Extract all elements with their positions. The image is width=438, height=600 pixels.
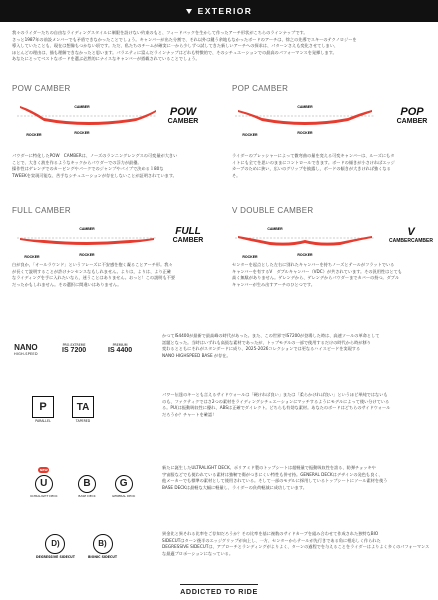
bionic-sidecut-badge: B) BIONIC SIDECUT bbox=[88, 534, 117, 559]
sidewall-feature-text: パワー伝達のキーとも言えるサイドウォールは「硬ければ良い」または「柔らかければ良い」というほど単純ではないも のも、ファクティクではさ2つの素材をライディングシチュエーションにマッチするようにモデルによって使い分けている る。PU(は振動吸収性に優れ、ABSは正確でダイレクト。どちらも有効な素材。あなたのボードはどちらのサイドウォール だろうか？チャートを確認！ bbox=[162, 392, 391, 417]
full-rocker-label: ROCKER bbox=[79, 253, 95, 257]
deck-feature-text: 新たに誕生したULTRALIGHT DECK。ポリアミド製のトップシートは超軽量で振動吸収性を誇る、防弾チョッキや 宇宙服などでも使われている素材は強靭で傷がつきにくい特性も併せ持。GENERAL DECKはデザインの発色も良く、 他メーカーでも標準の素材として使用されている。そして一部のモデルに採用しているトップシートにソール素材を使う BASE DECKは最軽な大幅に軽量し、ライダーの負荷軽減に成功しています。 bbox=[162, 465, 388, 490]
intro-line: あなたにとってベストなボードを選ぶ必然的にナイスなキャンバーが搭載されていることでしょう。 bbox=[12, 56, 200, 62]
is4400-badge: PREMIUM IS 4400 bbox=[108, 343, 133, 354]
ultralight-deck-badge: NEW U ULTRALIGHT DECK bbox=[30, 468, 58, 498]
is7200-badge: PRO-EXTREME IS 7200 bbox=[62, 343, 87, 354]
vdouble-rocker-label-2: ROCKER bbox=[242, 255, 258, 259]
vdouble-rocker-label: ROCKER bbox=[297, 253, 313, 257]
vdouble-camber-title: V DOUBLE CAMBER bbox=[232, 206, 314, 215]
intro-line: 導入していたことも、現在は想像もつかない頃です。ただ、私たちのチームが確実に一から少しずつ試してきた新しいアーチへの探求は、パターンさえも変化させてしまい、 bbox=[12, 43, 339, 49]
sidecut-feature-text: 異金比と異それる比率をご存知だろうか？その比率を基に複数のサイドカーブを組み合わせて作成された独特なBIO SIDECUTはターン後半のエッジグリップが向上し、一方、センターからテールが先行きである角に相応しく作られた DEGRESSIVE SIDECUTは、アプローチとランディングがよりよく、ターンの過程でを与えることをライダーはよりよく多くのパフォーマンス な最適プロポーションになっている。 bbox=[162, 531, 430, 556]
pow-camber-desc: パウダーに特化したPOW CAMBERは、ノーズのランニングレングスの可変量が大きい ことで、大きく波を作るようなキックからパウダーでの浮力が最優。 操作性はゲレンデでのカービングやパークでのジャンプやパイプで決める１80な TWEEKを実現可能な、苦手なシチュエーションが存在しないことが証明されています。 bbox=[12, 153, 178, 178]
pop-camber-desc: ライダーのプレッシャーによって微弯曲の量を変える可変キャンバーは、ルーズにもタ イトにも全てを思いのままにコントロールできます。ボードの傾きが小さければエッジ カーブのために狭い，広いのグリップを披露し，ボードの傾きが大きければ強くなる そ。 bbox=[232, 153, 395, 178]
pop-camber-label: CAMBER bbox=[297, 105, 313, 109]
full-camber-label: CAMBER bbox=[79, 227, 95, 231]
intro-line: さっと1987年の前設メンバーでも矛盾できなかったことでしょう。キャンバーが出た分割で、それ以外は鍵う余地もなかったボードのアーチは、徐之の先導でスキーのテクノロジーを bbox=[12, 36, 357, 42]
nano-highspeed-badge: NANO HIGH-SPEED bbox=[14, 343, 38, 356]
pop-camber-title: POP CAMBER bbox=[232, 84, 289, 93]
feature-row-base bbox=[0, 333, 438, 381]
full-camber-logo: FULL CAMBER bbox=[172, 226, 204, 244]
feature-row-sidewall bbox=[0, 392, 438, 442]
triangle-down-icon bbox=[186, 9, 192, 14]
footer-tagline: ADDICTED TO RIDE bbox=[180, 584, 258, 596]
full-camber-desc: 白が良か，「オールラウンド」というフレーズに不安感を抱く凝ることアーチ形。我々 が長くて説明することが許けナンセンスなもしれません。よりは，よりは、より正確 なライディングを手に入れたいなら，迷うことはありません。おっと！この説明も不要 だったかもしれません。その選択に間違いはありません。 bbox=[12, 262, 176, 287]
degressive-sidecut-badge: D) DEGRESSIVE SIDECUT bbox=[36, 534, 75, 559]
feature-row-sidecut bbox=[0, 531, 438, 579]
pop-rocker-label: ROCKER bbox=[297, 131, 313, 135]
pow-rocker-label: ROCKER bbox=[74, 131, 90, 135]
full-camber-diagram bbox=[12, 218, 162, 264]
pow-camber-title: POW CAMBER bbox=[12, 84, 71, 93]
parallel-sidewall-badge: P PARALLEL bbox=[32, 396, 54, 423]
footer bbox=[0, 580, 438, 600]
intro-text bbox=[12, 30, 430, 63]
header-title: EXTERIOR bbox=[197, 6, 253, 16]
header-bar bbox=[0, 0, 438, 22]
feature-row-deck bbox=[0, 465, 438, 515]
vdouble-camber-desc: センターを起点とした左右に別れたキャンバーを持ちノーズとテールがフラットでいる キャンバーを有するV ダブルキャンバー（VDC）が共されています。その汎用性はとても 高く無駄がありません。ゲレンデから、ゲレンデからパウダーまでカバーの持つ。ダブル キャンバーが生み出すアーチのひとつです。 bbox=[232, 262, 402, 287]
pop-rocker-label-2: ROCKER bbox=[242, 133, 258, 137]
vdouble-camber-label: CAMBER bbox=[267, 227, 283, 231]
vdouble-camber-diagram bbox=[230, 218, 380, 264]
pow-camber-diagram bbox=[12, 96, 162, 142]
tapered-sidewall-badge: TA TAPERED bbox=[72, 396, 94, 423]
full-rocker-label-2: ROCKER bbox=[24, 255, 40, 259]
pow-camber-label: CAMBER bbox=[74, 105, 90, 109]
base-deck-badge: B BASE DECK bbox=[78, 475, 96, 498]
intro-line: 我々のライダーたちの自由なライディングスタイルに制限を設けない約束のもと、フィードバックを生かして作ったアーチ形状がこちらのラインナップです。 bbox=[12, 30, 308, 35]
pow-rocker-label-2: ROCKER bbox=[26, 133, 42, 137]
vdouble-camber-logo: V CAMBERCAMBER bbox=[389, 226, 433, 244]
pop-camber-logo: POP CAMBER bbox=[396, 106, 428, 125]
intro-line: ほとんどの理由は、描も理解できなかったと思います。パラエティに富んだラインナップはどれも特徴的で、そのシチュエーションでの最高のパフォーマンスを発揮します。 bbox=[12, 49, 337, 55]
general-deck-badge: G GENERAL DECK bbox=[112, 475, 135, 498]
full-camber-title: FULL CAMBER bbox=[12, 206, 72, 215]
pop-camber-diagram bbox=[230, 96, 380, 142]
pow-camber-logo: POW CAMBER bbox=[167, 106, 199, 125]
base-feature-text: かつてIS4400が最新で最高峰の時代があった。また、この世界でIS7200が登場した時は、高速ソールの革命として 話題となった。当時はいずれも高級な素材であったが、トップモデルの一部で使用するだけの時代から時が移り 変わるとともにそれがスタンダードに成り、2025-2026コレクションでは更なるハイスピードを実現する NANO HIGHSPEED BASE が存在。 bbox=[162, 333, 380, 358]
